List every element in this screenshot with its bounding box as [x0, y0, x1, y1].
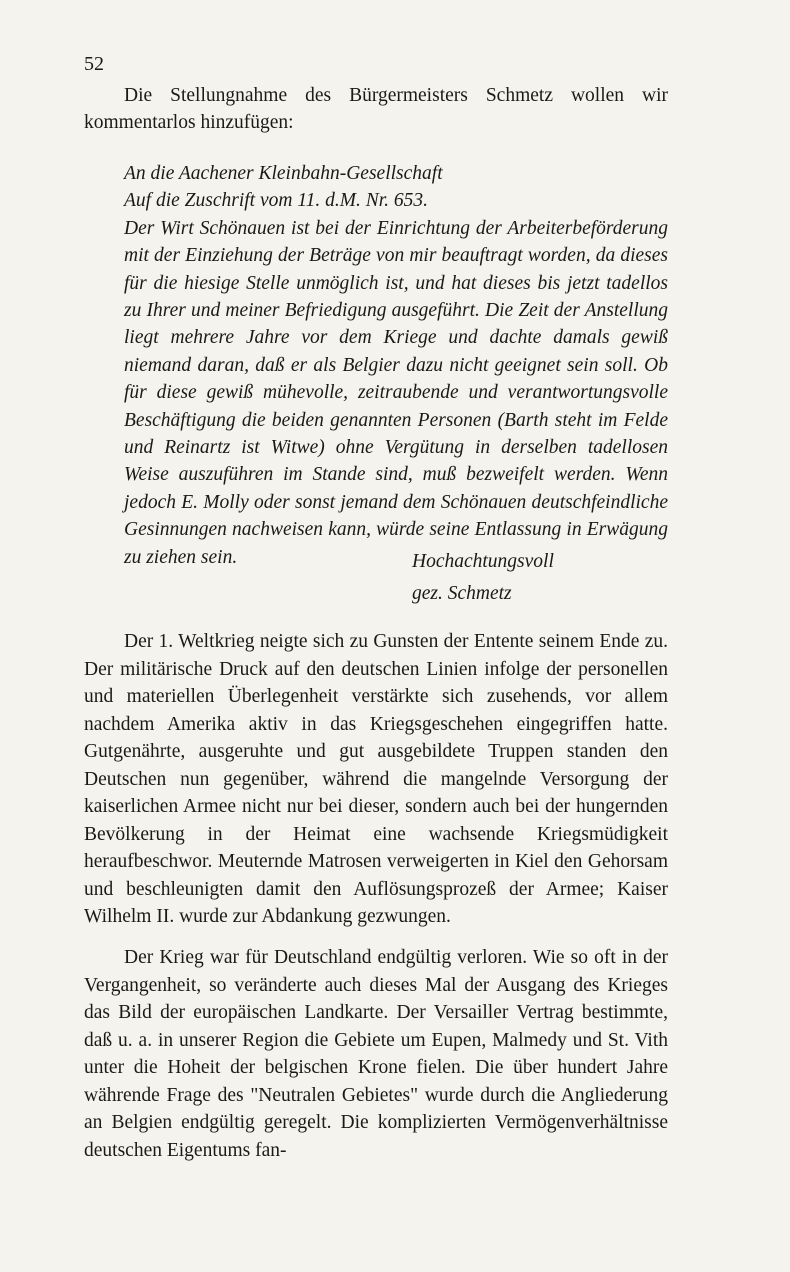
paragraph-versailles: Der Krieg war für Deutschland endgültig verloren. Wie so oft in der Vergangenheit, so veränderte auch dieses Mal der Ausgang des Krieges das Bild der europäischen Landkarte. Der Versailler Vertrag bestimmte, daß u. a. in unserer Region die Gebiete um Eupen, Malmedy und St. Vith unter die Hoheit der belgischen Krone fielen. Die über hundert Jahre währende Frage des "Neutralen Gebietes" wurde durch die Angliederung an Belgien endgültig geregelt. Die komplizierten Vermögenverhältnisse deutschen Eigentums fan-	[84, 947, 668, 1161]
paragraph-ww1-end: Der 1. Weltkrieg neigte sich zu Gunsten der Entente seinem Ende zu. Der militärische Druck auf den deutschen Linien infolge der personellen und materiellen Überlegenheit verstärkte sich zusehends, vor allem nachdem Amerika aktiv in das Kriegsgeschehen eingegriffen hatte. Gutgenährte, ausgeruhte und gut ausgebildete Truppen standen den Deutschen nun gegenüber, während die mangelnde Versorgung der kaiserlichen Armee nicht nur bei dieser, sondern auch bei der hungernden Bevölkerung in der Heimat eine wachsende Kriegsmüdigkeit heraufbeschwor. Meuternde Matrosen verweigerten in Kiel den Gehorsam und beschleunigten damit den Auflösungsprozeß der Armee; Kaiser Wilhelm II. wurde zur Abdankung gezwungen.	[84, 631, 668, 927]
letter-closing: Hochachtungsvoll	[412, 551, 554, 572]
intro-paragraph: Die Stellungnahme des Bürgermeisters Schmetz wollen wir kommentarlos hinzufügen:	[84, 85, 668, 133]
letter-address-line-1: An die Aachener Kleinbahn-Gesellschaft	[124, 163, 443, 184]
letter-address-line-2: Auf die Zuschrift vom 11. d.M. Nr. 653.	[124, 190, 429, 212]
page-number: 52	[84, 53, 104, 75]
letter-signature: gez. Schmetz	[412, 583, 512, 604]
letter-body: Der Wirt Schönauen ist bei der Einrichtung der Arbeiterbeförderung mit der Einziehung der Beträge von mir beauftragt worden, da dieses für die hiesige Stelle unmöglich ist, und hat dieses bis jetzt tadellos zu Ihrer und meiner Befriedigung ausgeführt. Die Zeit der Anstellung liegt mehrere Jahre vor dem Kriege und dachte damals gewiß niemand daran, daß er als Belgier dazu nicht geeignet sein soll. Ob für diese gewiß mühevolle, zeitraubende und verantwortungsvolle Beschäftigung die beiden genannten Personen (Barth steht im Felde und Reinartz ist Witwe) ohne Vergütung in derselben tadellosen Weise auszuführen im Stande sind, muß bezweifelt werden. Wenn jedoch E. Molly oder sonst jemand dem Schönauen deutschfeindliche Gesinnungen nachweisen kann, würde seine Entlassung in Erwägung zu ziehen sein.	[124, 217, 668, 568]
quoted-letter	[124, 160, 668, 571]
